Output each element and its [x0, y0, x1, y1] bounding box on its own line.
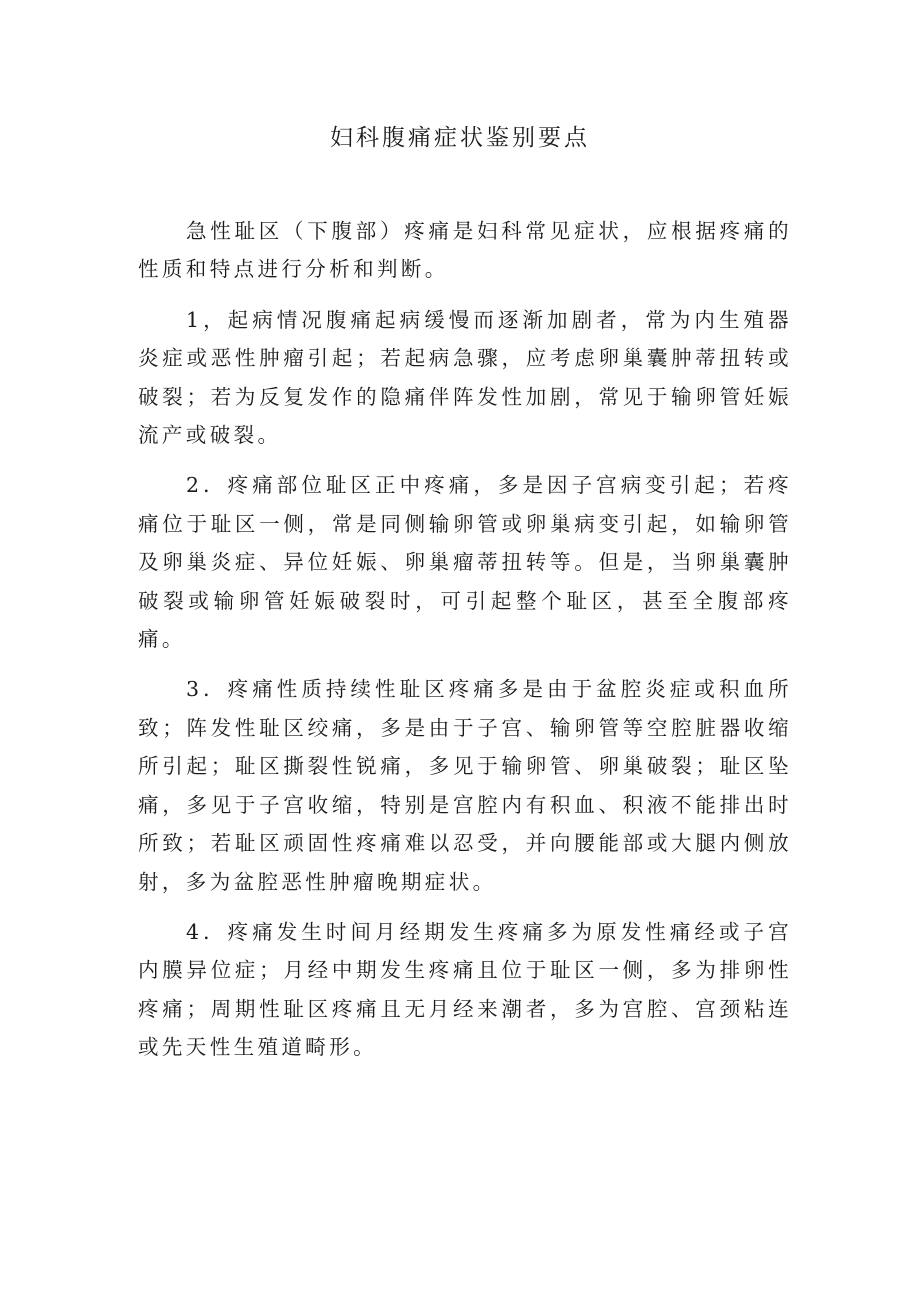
timing-paragraph: 4．疼痛发生时间月经期发生疼痛多为原发性痛经或子宫内膜异位症；月经中期发生疼痛且位于耻区一侧，多为排卵性疼痛；周期性耻区疼痛且无月经来潮者，多为宫腔、宫颈粘连或先天性生殖道畸形。 [138, 919, 792, 1060]
intro-paragraph: 急性耻区（下腹部）疼痛是妇科常见症状，应根据疼痛的性质和特点进行分析和判断。 [138, 219, 792, 282]
onset-paragraph: 1，起病情况腹痛起病缓慢而逐渐加剧者，常为内生殖器炎症或恶性肿瘤引起；若起病急骤，应考虑卵巢囊肿蒂扭转或破裂；若为反复发作的隐痛伴阵发性加剧，常见于输卵管妊娠流产或破裂。 [138, 307, 792, 448]
document-title: 妇科腹痛症状鉴别要点 [330, 125, 590, 151]
nature-paragraph: 3．疼痛性质持续性耻区疼痛多是由于盆腔炎症或积血所致；阵发性耻区绞痛，多是由于子宫、输卵管等空腔脏器收缩所引起；耻区撕裂性锐痛，多见于输卵管、卵巢破裂；耻区坠痛，多见于子宫收缩，特别是宫腔内有积血、积液不能排出时所致；若耻区顽固性疼痛难以忍受，并向腰能部或大腿内侧放射，多为盆腔恶性肿瘤晚期症状。 [138, 677, 792, 894]
document-body [138, 212, 792, 1079]
location-paragraph: 2．疼痛部位耻区正中疼痛，多是因子宫病变引起；若疼痛位于耻区一侧，常是同侧输卵管或卵巢病变引起，如输卵管及卵巢炎症、异位妊娠、卵巢瘤蒂扭转等。但是，当卵巢囊肿破裂或输卵管妊娠破裂时，可引起整个耻区，甚至全腹部疼痛。 [138, 473, 792, 652]
